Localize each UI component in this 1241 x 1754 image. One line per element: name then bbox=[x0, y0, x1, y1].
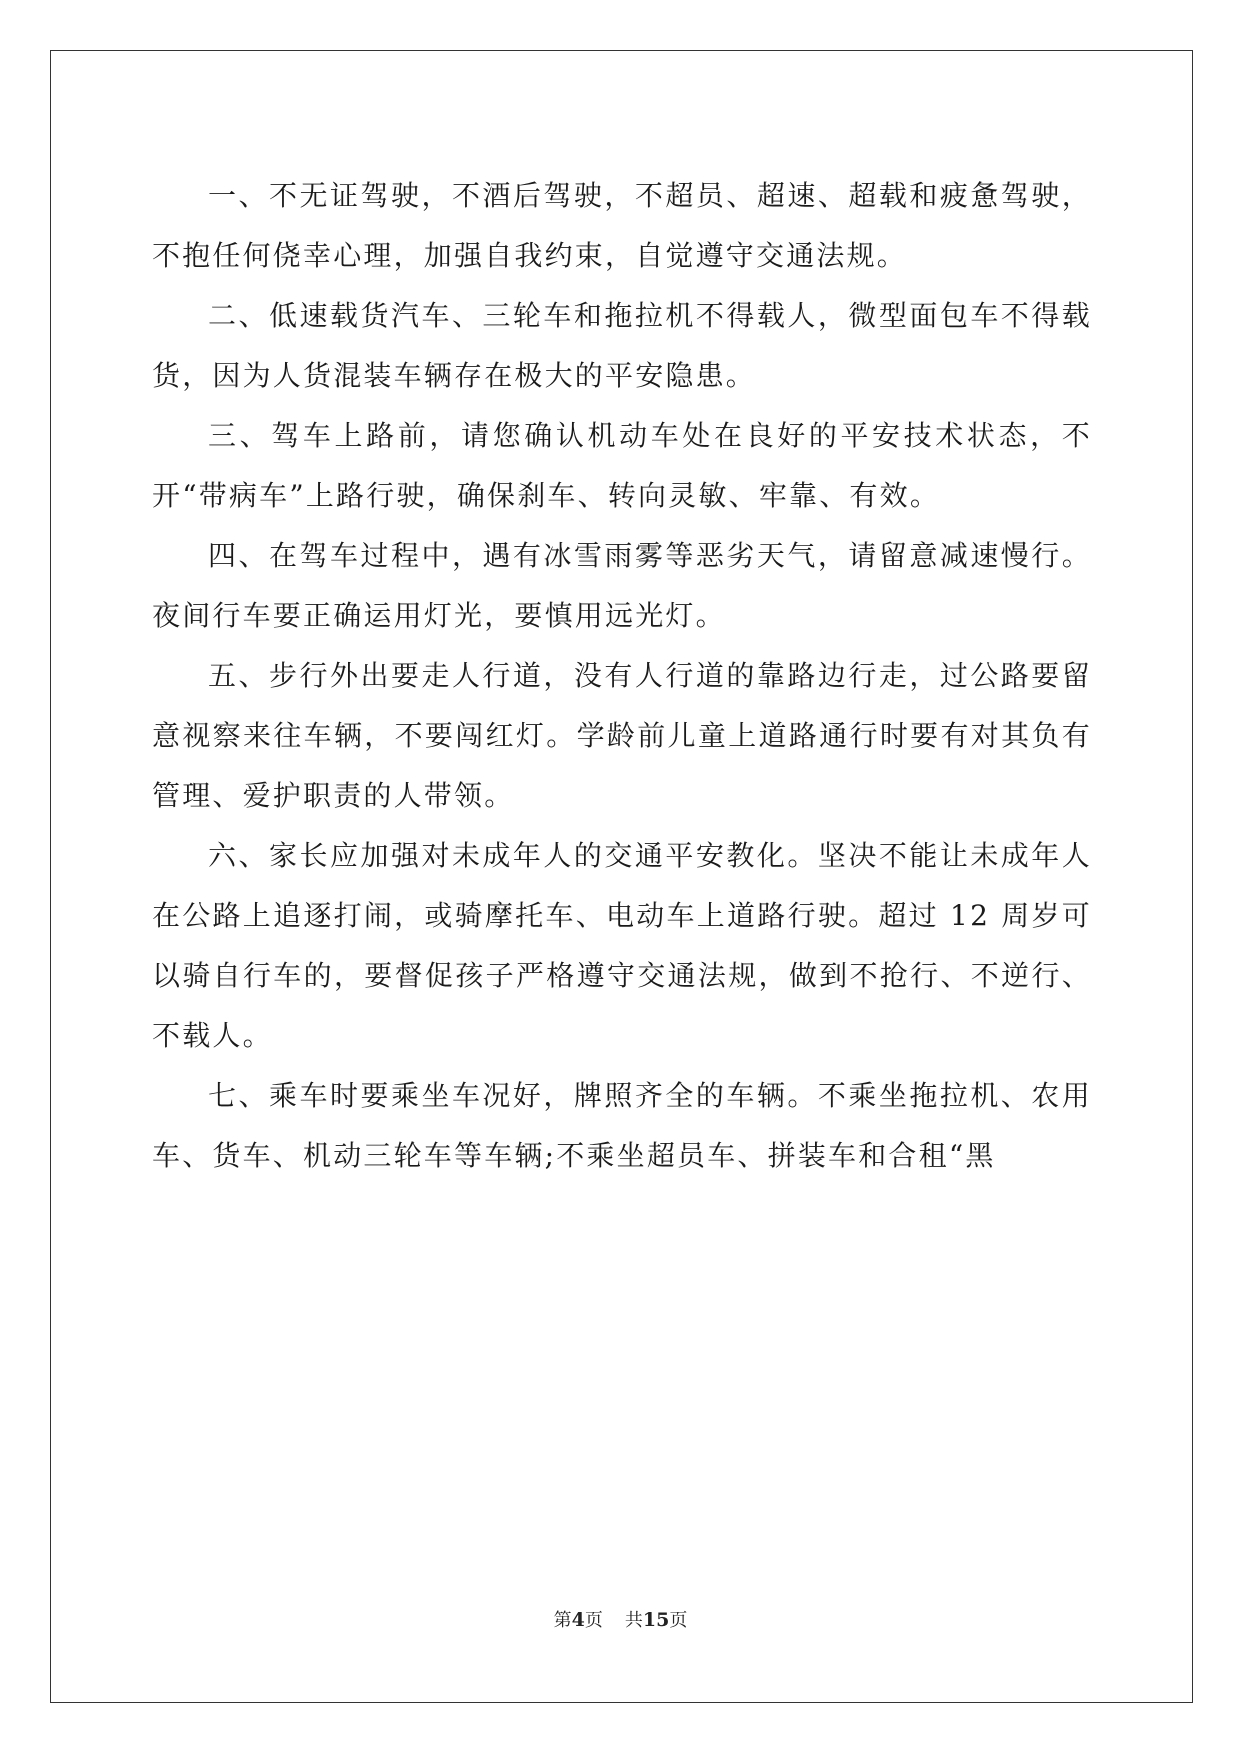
total-pages-number: 15 bbox=[642, 1609, 670, 1631]
paragraph-5: 五、步行外出要走人行道，没有人行道的靠路边行走，过公路要留意视察来往车辆，不要闯红灯。学龄前儿童上道路通行时要有对其负有管理、爱护职责的人带领。 bbox=[152, 659, 1092, 812]
paragraph-2: 二、低速载货汽车、三轮车和拖拉机不得载人，微型面包车不得载货，因为人货混装车辆存在极大的平安隐患。 bbox=[152, 299, 1092, 392]
footer-total-prefix: 共 bbox=[624, 1610, 643, 1631]
footer-prefix: 第 bbox=[553, 1610, 572, 1631]
page-footer bbox=[0, 1606, 1241, 1632]
current-page-number: 4 bbox=[571, 1609, 585, 1631]
footer-page-suffix: 页 bbox=[584, 1610, 603, 1631]
document-body bbox=[152, 166, 1092, 1186]
paragraph-7: 七、乘车时要乘坐车况好，牌照齐全的车辆。不乘坐拖拉机、农用车、货车、机动三轮车等车辆;不乘坐超员车、拼装车和合租“黑 bbox=[152, 1079, 1092, 1172]
footer-total-suffix: 页 bbox=[669, 1610, 688, 1631]
paragraph-3: 三、驾车上路前，请您确认机动车处在良好的平安技术状态，不开“带病车”上路行驶，确保刹车、转向灵敏、牢靠、有效。 bbox=[152, 419, 1092, 512]
paragraph-4: 四、在驾车过程中，遇有冰雪雨雾等恶劣天气，请留意减速慢行。夜间行车要正确运用灯光，要慎用远光灯。 bbox=[152, 539, 1092, 632]
paragraph-1: 一、不无证驾驶，不酒后驾驶，不超员、超速、超载和疲惫驾驶，不抱任何侥幸心理，加强自我约束，自觉遵守交通法规。 bbox=[152, 179, 1092, 272]
paragraph-6: 六、家长应加强对未成年人的交通平安教化。坚决不能让未成年人在公路上追逐打闹，或骑摩托车、电动车上道路行驶。超过 12 周岁可以骑自行车的，要督促孩子严格遵守交通法规，做到不抢行、不逆行、不载人。 bbox=[152, 839, 1092, 1052]
